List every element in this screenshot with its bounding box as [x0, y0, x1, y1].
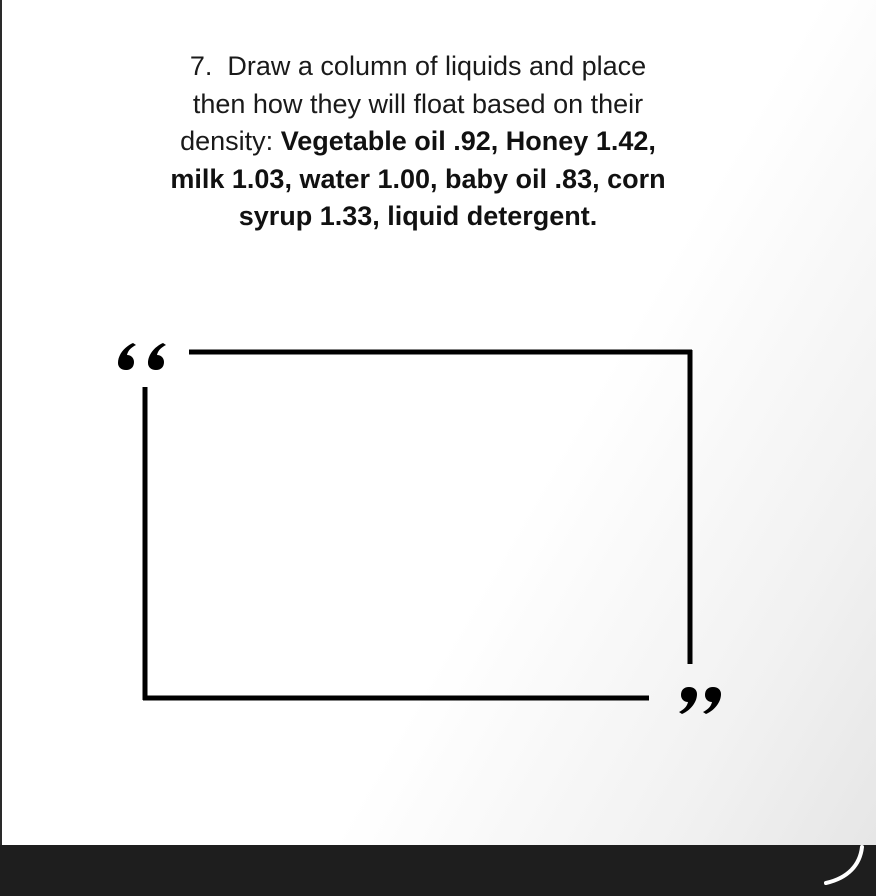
question-intro: Draw a column of liquids and place then how they will float based on their density:	[180, 51, 647, 156]
liquid-density-list: Vegetable oil .92, Honey 1.42, milk 1.03, water 1.00, baby oil .83, corn syrup 1.33, liquid detergent.	[170, 126, 666, 231]
bottom-bar	[0, 845, 876, 896]
close-quote-mark	[679, 687, 721, 714]
corner-curl-icon	[0, 845, 876, 896]
question-number: 7.	[189, 51, 213, 81]
open-quote-mark	[118, 343, 166, 370]
answer-drawing-box[interactable]	[2, 0, 876, 845]
